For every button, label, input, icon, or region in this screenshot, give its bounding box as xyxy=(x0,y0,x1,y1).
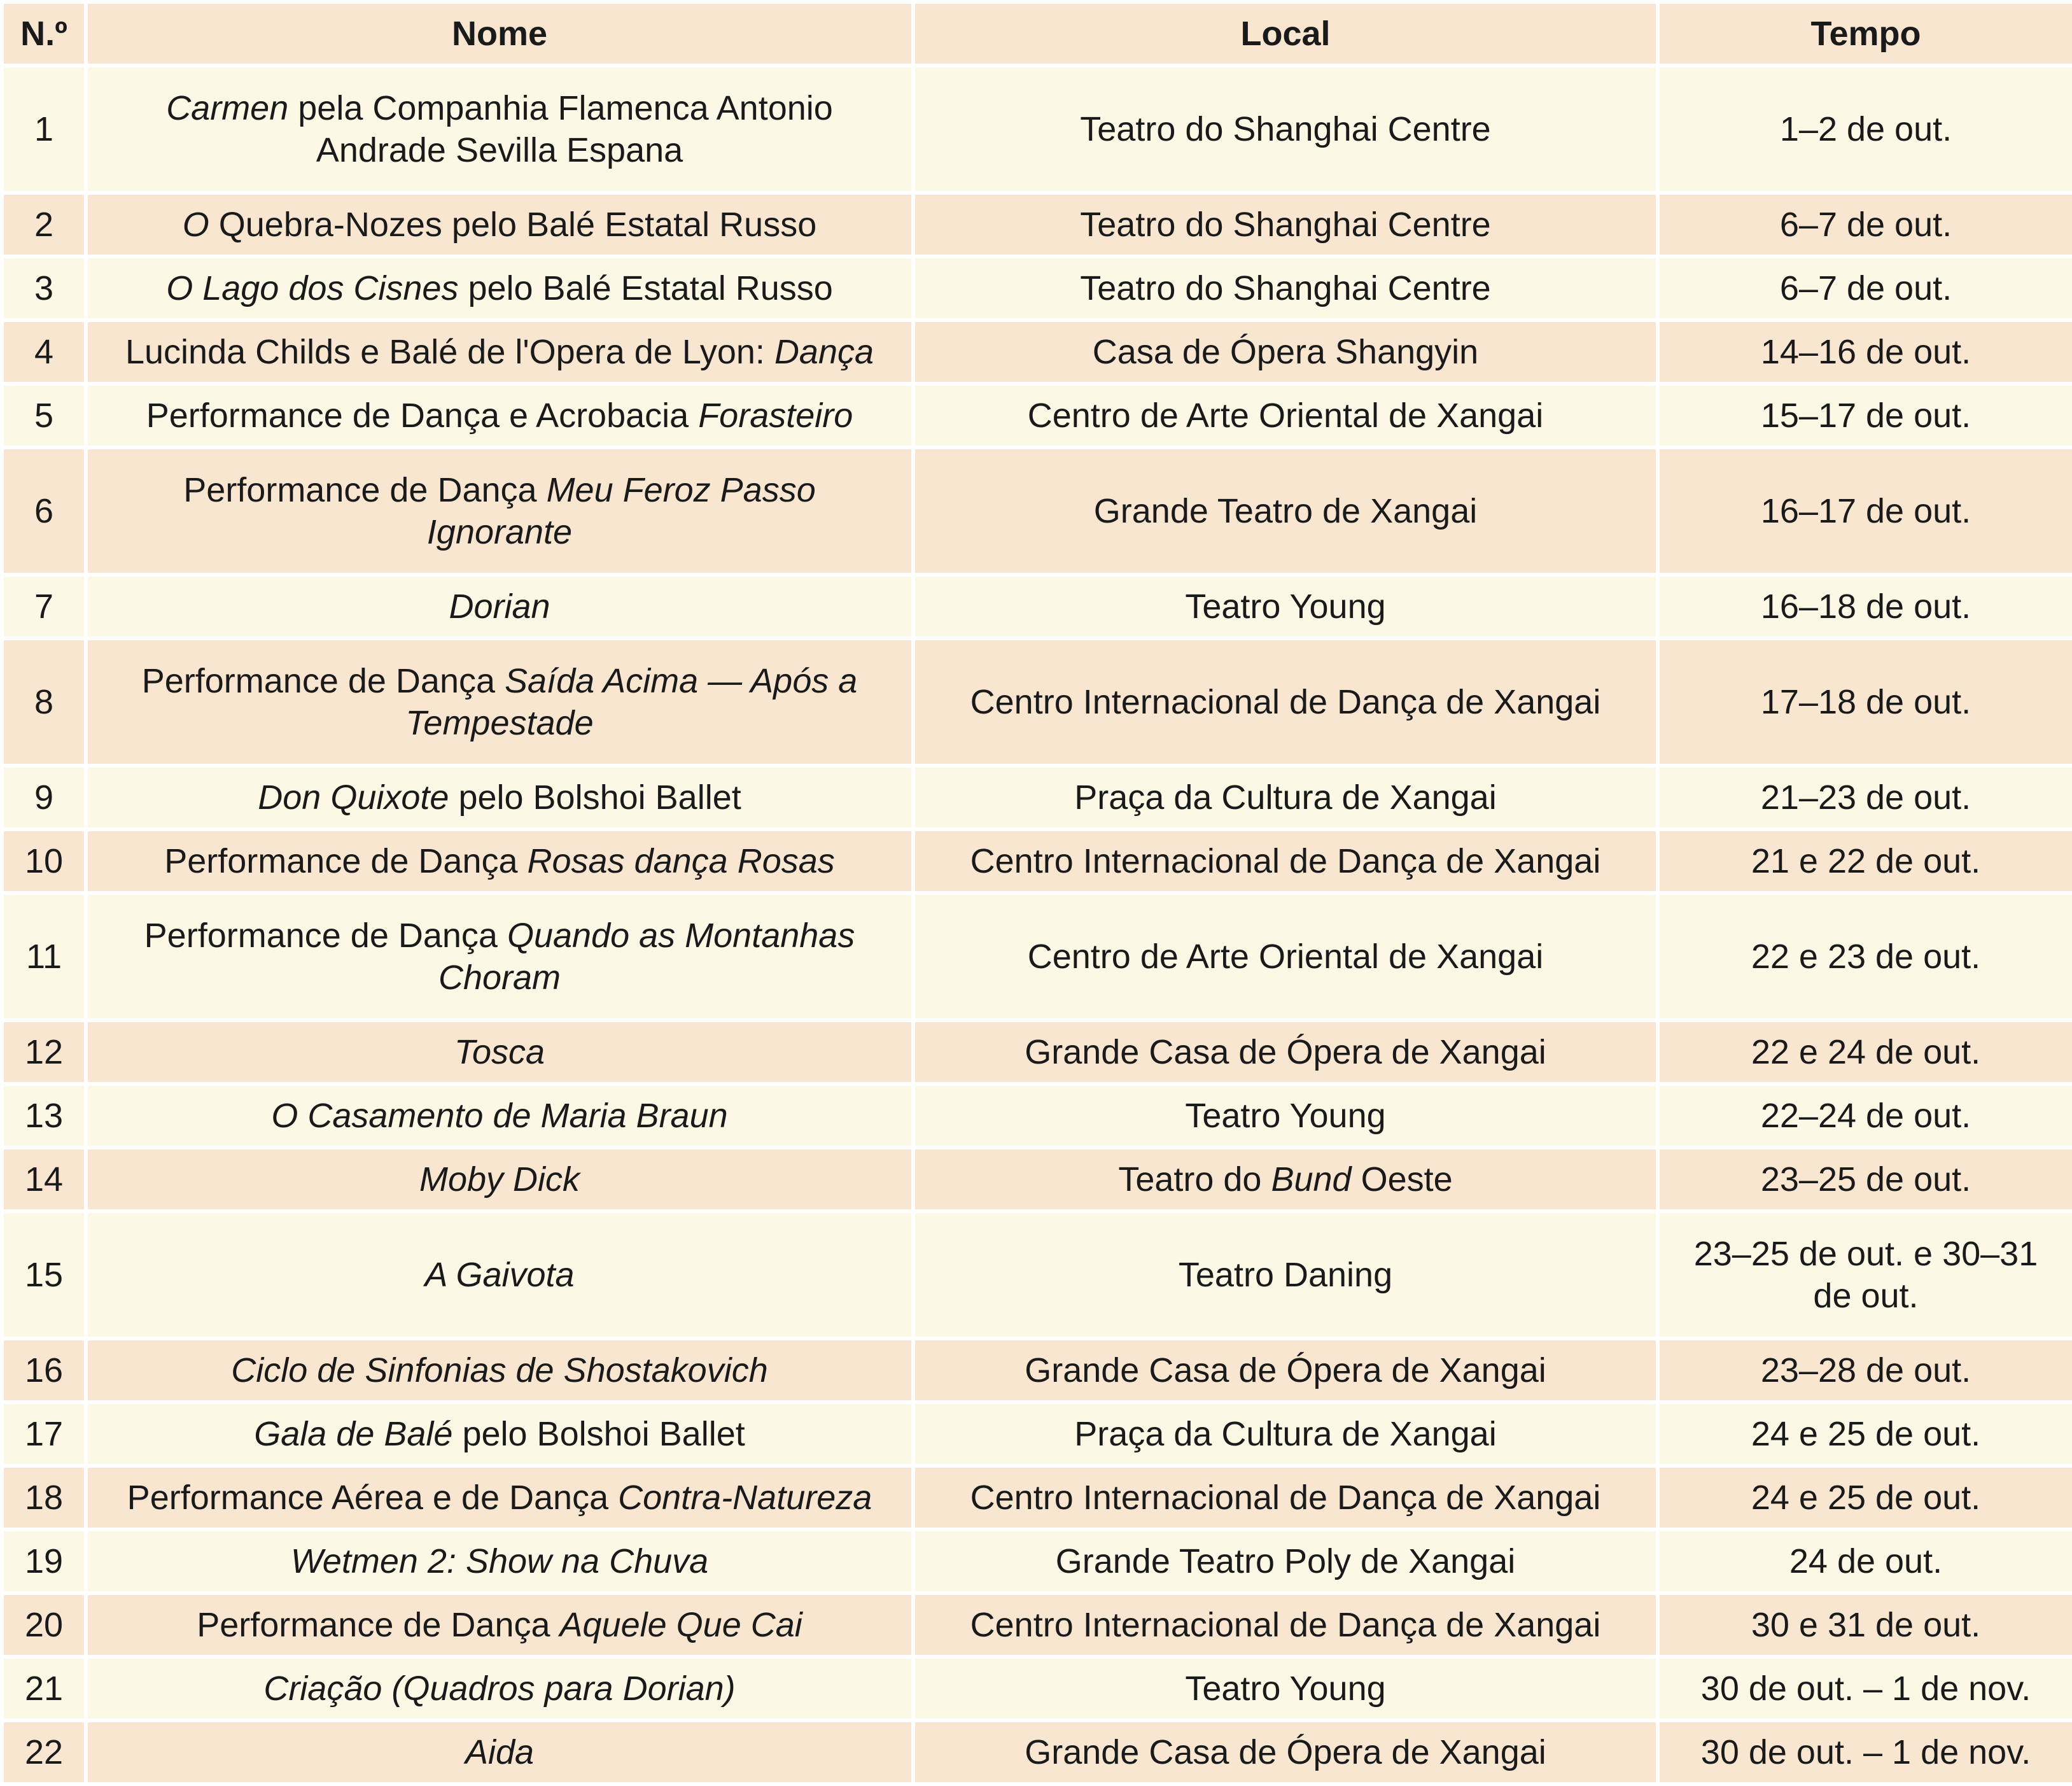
cell-number: 9 xyxy=(2,766,86,829)
cell-name xyxy=(86,1720,913,1784)
cell-number: 12 xyxy=(2,1020,86,1084)
cell-time: 6–7 de out. xyxy=(1658,193,2072,257)
table-row xyxy=(2,1402,2072,1466)
cell-venue xyxy=(913,193,1658,257)
cell-venue xyxy=(913,1593,1658,1657)
cell-name xyxy=(86,447,913,575)
cell-venue xyxy=(913,1339,1658,1402)
cell-number: 18 xyxy=(2,1466,86,1529)
cell-number: 20 xyxy=(2,1593,86,1657)
text: Casa de Ópera Shangyin xyxy=(1092,333,1479,371)
cell-time: 21 e 22 de out. xyxy=(1658,829,2072,893)
cell-number: 15 xyxy=(2,1211,86,1339)
table-row xyxy=(2,1529,2072,1593)
text: Performance de Dança xyxy=(141,662,505,700)
cell-number: 13 xyxy=(2,1084,86,1148)
table-row xyxy=(2,384,2072,447)
cell-name xyxy=(86,1657,913,1720)
text: Teatro Young xyxy=(1185,1670,1386,1708)
cell-venue xyxy=(913,66,1658,193)
table-row xyxy=(2,1466,2072,1529)
italic-text: Tosca xyxy=(454,1033,545,1071)
column-header-venue: Local xyxy=(913,2,1658,66)
text: Praça da Cultura de Xangai xyxy=(1074,1415,1497,1453)
cell-time: 24 e 25 de out. xyxy=(1658,1466,2072,1529)
italic-text: Dança xyxy=(774,333,874,371)
italic-text: Aida xyxy=(465,1733,535,1771)
italic-text: Ciclo de Sinfonias de Shostakovich xyxy=(231,1351,768,1389)
italic-text: Rosas dança Rosas xyxy=(527,842,835,880)
cell-time: 23–25 de out. xyxy=(1658,1148,2072,1211)
cell-name xyxy=(86,1529,913,1593)
cell-number: 6 xyxy=(2,447,86,575)
text: Teatro Young xyxy=(1185,587,1386,626)
text: Grande Teatro Poly de Xangai xyxy=(1055,1542,1516,1580)
text: Lucinda Childs e Balé de l'Opera de Lyon: xyxy=(125,333,774,371)
cell-venue xyxy=(913,1084,1658,1148)
italic-text: Don Quixote xyxy=(258,778,449,817)
table-row xyxy=(2,829,2072,893)
cell-time: 30 de out. – 1 de nov. xyxy=(1658,1720,2072,1784)
table-row xyxy=(2,66,2072,193)
cell-number: 7 xyxy=(2,575,86,638)
text: pelo Bolshoi Ballet xyxy=(452,1415,745,1453)
cell-name xyxy=(86,66,913,193)
cell-venue xyxy=(913,320,1658,384)
table-body xyxy=(2,66,2072,1784)
table-row xyxy=(2,1657,2072,1720)
cell-number: 19 xyxy=(2,1529,86,1593)
cell-venue xyxy=(913,829,1658,893)
text: Teatro do Shanghai Centre xyxy=(1080,206,1491,244)
cell-number: 11 xyxy=(2,893,86,1020)
cell-number: 22 xyxy=(2,1720,86,1784)
cell-name xyxy=(86,384,913,447)
cell-time: 17–18 de out. xyxy=(1658,638,2072,766)
italic-text: O xyxy=(182,206,209,244)
text: Grande Casa de Ópera de Xangai xyxy=(1025,1351,1546,1389)
italic-text: Gala de Balé xyxy=(254,1415,453,1453)
cell-time: 15–17 de out. xyxy=(1658,384,2072,447)
text: Performance de Dança xyxy=(197,1606,560,1644)
text: Performance de Dança xyxy=(164,842,528,880)
table-row xyxy=(2,893,2072,1020)
cell-number: 2 xyxy=(2,193,86,257)
italic-text: Wetmen 2: Show na Chuva xyxy=(290,1542,709,1580)
cell-time: 30 de out. – 1 de nov. xyxy=(1658,1657,2072,1720)
cell-name xyxy=(86,193,913,257)
cell-name xyxy=(86,638,913,766)
cell-time: 23–28 de out. xyxy=(1658,1339,2072,1402)
cell-name xyxy=(86,829,913,893)
cell-time: 14–16 de out. xyxy=(1658,320,2072,384)
cell-venue xyxy=(913,1211,1658,1339)
cell-name xyxy=(86,575,913,638)
cell-venue xyxy=(913,638,1658,766)
cell-time: 30 e 31 de out. xyxy=(1658,1593,2072,1657)
column-header-number: N.º xyxy=(2,2,86,66)
italic-text: Aquele Que Cai xyxy=(559,1606,802,1644)
italic-text: Meu Feroz Passo Ignorante xyxy=(426,471,816,551)
italic-text: Carmen xyxy=(166,89,289,127)
table-row xyxy=(2,638,2072,766)
text: Teatro do Shanghai Centre xyxy=(1080,269,1491,307)
cell-time: 24 de out. xyxy=(1658,1529,2072,1593)
text: Performance de Dança xyxy=(144,917,507,955)
text: Centro Internacional de Dança de Xangai xyxy=(970,842,1601,880)
text: pelo Bolshoi Ballet xyxy=(449,778,741,817)
text: Centro de Arte Oriental de Xangai xyxy=(1027,938,1544,976)
cell-venue xyxy=(913,575,1658,638)
cell-venue xyxy=(913,1657,1658,1720)
text: Teatro do xyxy=(1118,1160,1271,1199)
text: Centro de Arte Oriental de Xangai xyxy=(1027,397,1544,435)
text: Teatro do Shanghai Centre xyxy=(1080,110,1491,148)
cell-venue xyxy=(913,1720,1658,1784)
cell-name xyxy=(86,1148,913,1211)
cell-name xyxy=(86,1020,913,1084)
cell-time: 23–25 de out. e 30–31 de out. xyxy=(1658,1211,2072,1339)
cell-venue xyxy=(913,447,1658,575)
table-row xyxy=(2,1211,2072,1339)
cell-number: 21 xyxy=(2,1657,86,1720)
cell-number: 4 xyxy=(2,320,86,384)
table-row xyxy=(2,257,2072,320)
table-row xyxy=(2,1020,2072,1084)
table-row xyxy=(2,447,2072,575)
cell-number: 17 xyxy=(2,1402,86,1466)
cell-venue xyxy=(913,257,1658,320)
column-header-time: Tempo xyxy=(1658,2,2072,66)
cell-time: 22 e 23 de out. xyxy=(1658,893,2072,1020)
table-row xyxy=(2,575,2072,638)
italic-text: Moby Dick xyxy=(419,1160,580,1199)
italic-text: Bund xyxy=(1271,1160,1352,1199)
table-row xyxy=(2,1593,2072,1657)
cell-time: 1–2 de out. xyxy=(1658,66,2072,193)
cell-name xyxy=(86,766,913,829)
italic-text: Dorian xyxy=(449,587,550,626)
cell-number: 14 xyxy=(2,1148,86,1211)
cell-venue xyxy=(913,1402,1658,1466)
text: Performance de Dança e Acrobacia xyxy=(146,397,699,435)
cell-time: 16–17 de out. xyxy=(1658,447,2072,575)
cell-number: 16 xyxy=(2,1339,86,1402)
cell-name xyxy=(86,1593,913,1657)
text: Performance Aérea e de Dança xyxy=(127,1479,619,1517)
cell-name xyxy=(86,320,913,384)
table-row xyxy=(2,766,2072,829)
text: Grande Casa de Ópera de Xangai xyxy=(1025,1033,1546,1071)
cell-name xyxy=(86,1402,913,1466)
text: Praça da Cultura de Xangai xyxy=(1074,778,1497,817)
cell-time: 24 e 25 de out. xyxy=(1658,1402,2072,1466)
text: Teatro Daning xyxy=(1178,1256,1393,1294)
italic-text: Forasteiro xyxy=(698,397,853,435)
table-row xyxy=(2,1339,2072,1402)
cell-name xyxy=(86,1211,913,1339)
text: Oeste xyxy=(1351,1160,1453,1199)
cell-name xyxy=(86,1466,913,1529)
cell-time: 22–24 de out. xyxy=(1658,1084,2072,1148)
italic-text: Contra-Natureza xyxy=(618,1479,872,1517)
cell-time: 21–23 de out. xyxy=(1658,766,2072,829)
text: Grande Casa de Ópera de Xangai xyxy=(1025,1733,1546,1771)
cell-time: 16–18 de out. xyxy=(1658,575,2072,638)
cell-venue xyxy=(913,1148,1658,1211)
italic-text: Quando as Montanhas Choram xyxy=(438,917,855,997)
header-row xyxy=(2,2,2072,66)
cell-venue xyxy=(913,384,1658,447)
table-row xyxy=(2,193,2072,257)
italic-text: Saída Acima — Após a Tempestade xyxy=(405,662,858,742)
text: Teatro Young xyxy=(1185,1097,1386,1135)
cell-venue xyxy=(913,766,1658,829)
italic-text: A Gaivota xyxy=(424,1256,575,1294)
table-row xyxy=(2,1084,2072,1148)
italic-text: Criação (Quadros para Dorian) xyxy=(263,1670,736,1708)
cell-name xyxy=(86,893,913,1020)
text: Grande Teatro de Xangai xyxy=(1093,492,1478,530)
cell-time: 6–7 de out. xyxy=(1658,257,2072,320)
cell-time: 22 e 24 de out. xyxy=(1658,1020,2072,1084)
cell-number: 3 xyxy=(2,257,86,320)
text: Centro Internacional de Dança de Xangai xyxy=(970,1479,1601,1517)
table-row xyxy=(2,320,2072,384)
italic-text: O Lago dos Cisnes xyxy=(166,269,459,307)
cell-venue xyxy=(913,893,1658,1020)
cell-name xyxy=(86,1084,913,1148)
cell-number: 1 xyxy=(2,66,86,193)
column-header-name: Nome xyxy=(86,2,913,66)
table-row xyxy=(2,1148,2072,1211)
text: Quebra-Nozes pelo Balé Estatal Russo xyxy=(209,206,817,244)
cell-number: 8 xyxy=(2,638,86,766)
cell-venue xyxy=(913,1020,1658,1084)
table-row xyxy=(2,1720,2072,1784)
text: Centro Internacional de Dança de Xangai xyxy=(970,683,1601,721)
text: Performance de Dança xyxy=(183,471,547,509)
cell-venue xyxy=(913,1466,1658,1529)
cell-number: 10 xyxy=(2,829,86,893)
cell-name xyxy=(86,1339,913,1402)
cell-venue xyxy=(913,1529,1658,1593)
cell-name xyxy=(86,257,913,320)
italic-text: O Casamento de Maria Braun xyxy=(271,1097,728,1135)
text: pelo Balé Estatal Russo xyxy=(458,269,833,307)
text: pela Companhia Flamenca Antonio Andrade Sevilla Espana xyxy=(288,89,833,169)
cell-number: 5 xyxy=(2,384,86,447)
text: Centro Internacional de Dança de Xangai xyxy=(970,1606,1601,1644)
